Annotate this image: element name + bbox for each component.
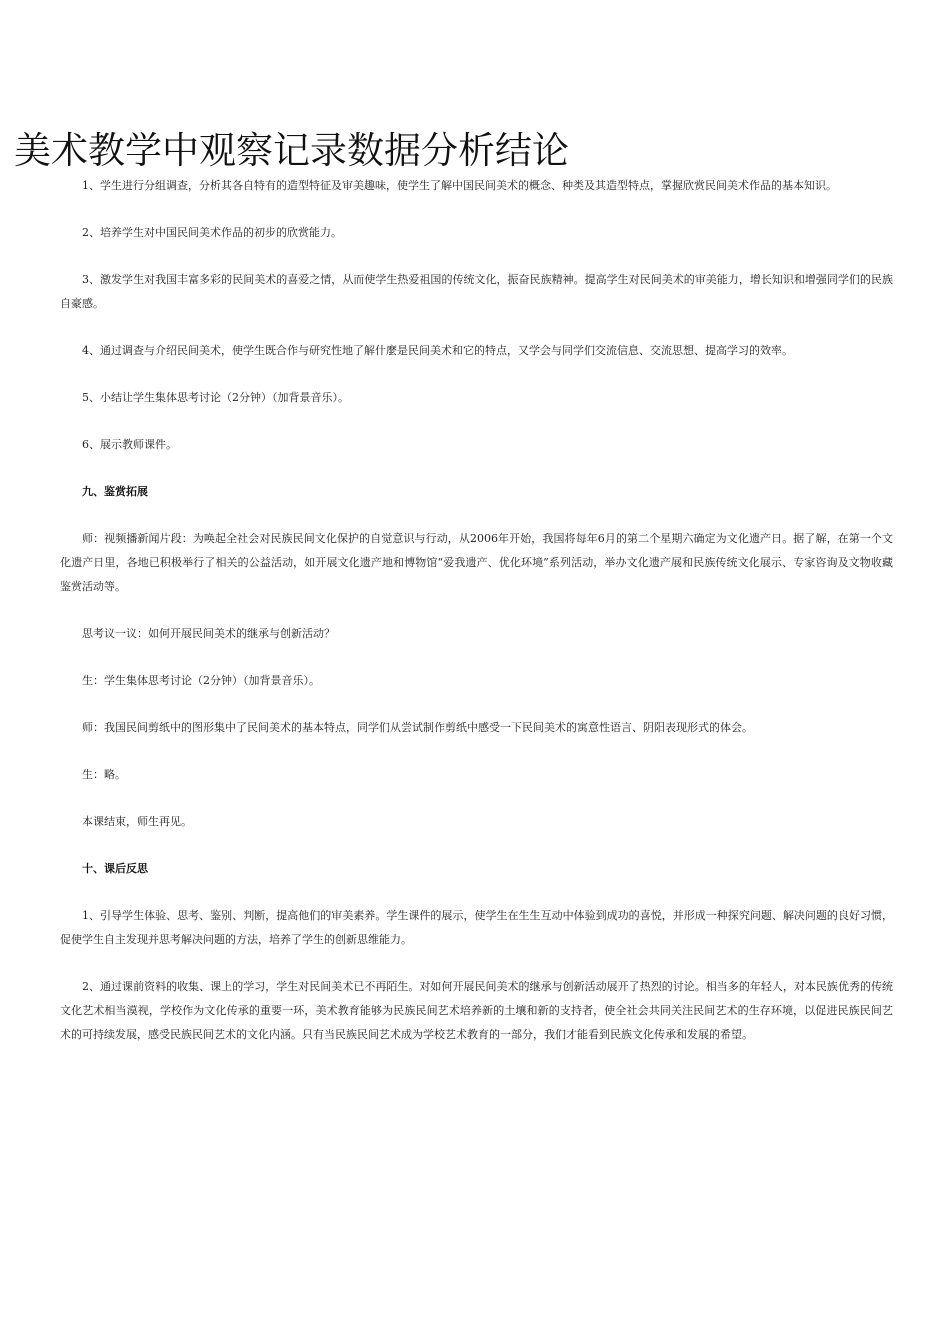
body-paragraph: 本课结束，师生再见。 bbox=[82, 815, 192, 828]
body-paragraph: 1、学生进行分组调查，分析其各自特有的造型特征及审美趣味，使学生了解中国民间美术的概念、种类及其造型特点，掌握欣赏民间美术作品的基本知识。 bbox=[82, 179, 837, 192]
body-paragraph: 3、激发学生对我国丰富多彩的民间美术的喜爱之情，从而使学生热爱祖国的传统文化，振奋民族精神。提高学生对民间美术的审美能力，增长知识和增强同学们的民族自豪感。 bbox=[60, 273, 893, 310]
body-paragraph: 思考议一议：如何开展民间美术的继承与创新活动？ bbox=[82, 627, 335, 640]
body-paragraph: 生：略。 bbox=[82, 768, 126, 781]
body-paragraph: 2、通过课前资料的收集、课上的学习，学生对民间美术已不再陌生。对如何开展民间美术的继承与创新活动展开了热烈的讨论。相当多的年轻人，对本民族优秀的传统文化艺术相当漠视，学校作为文化传承的重要一环，美术教育能够为民族民间艺术培养新的土壤和新的支持者，使全社会共同关注民间艺术的生存环境，以促进民族民间艺术的可持续发展，感受民族民间艺术的文化内涵。只有当民族民间艺术成为学校艺术教育的一部分，我们才能看到民族文化传承和发展的希望。 bbox=[60, 980, 893, 1041]
body-paragraph: 4、通过调查与介绍民间美术，使学生既合作与研究性地了解什麼是民间美术和它的特点，又学会与同学们交流信息、交流思想、提高学习的效率。 bbox=[82, 344, 793, 357]
document-body bbox=[60, 174, 893, 1070]
body-paragraph: 6、展示教师课件。 bbox=[82, 438, 177, 451]
section-heading: 十、课后反思 bbox=[82, 862, 148, 875]
section-heading: 九、鉴赏拓展 bbox=[82, 485, 148, 498]
body-paragraph: 1、引导学生体验、思考、鉴别、判断，提高他们的审美素养。学生课件的展示，使学生在生生互动中体验到成功的喜悦，并形成一种探究问题、解决问题的良好习惯，促使学生自主发现并思考解决问题的方法，培养了学生的创新思维能力。 bbox=[60, 909, 893, 946]
body-paragraph: 5、小结让学生集体思考讨论（2分钟）（加背景音乐）。 bbox=[82, 391, 349, 404]
document-title: 美术教学中观察记录数据分析结论 bbox=[14, 129, 569, 172]
body-paragraph: 2、培养学生对中国民间美术作品的初步的欣赏能力。 bbox=[82, 226, 342, 239]
body-paragraph: 生：学生集体思考讨论（2分钟）（加背景音乐）。 bbox=[82, 674, 320, 687]
body-paragraph: 师：我国民间剪纸中的图形集中了民间美术的基本特点，同学们从尝试制作剪纸中感受一下民间美术的寓意性语言、阴阳表现形式的体会。 bbox=[82, 721, 753, 734]
body-paragraph: 师：视频播新闻片段：为唤起全社会对民族民间文化保护的自觉意识与行动，从2006年开始，我国将每年6月的第二个星期六确定为文化遗产日。据了解，在第一个文化遗产日里，各地已积极举行了相关的公益活动，如开展文化遗产地和博物馆“爱我遗产、优化环境”系列活动，举办文化遗产展和民族传统文化展示、专家咨询及文物收藏鉴赏活动等。 bbox=[60, 532, 893, 593]
